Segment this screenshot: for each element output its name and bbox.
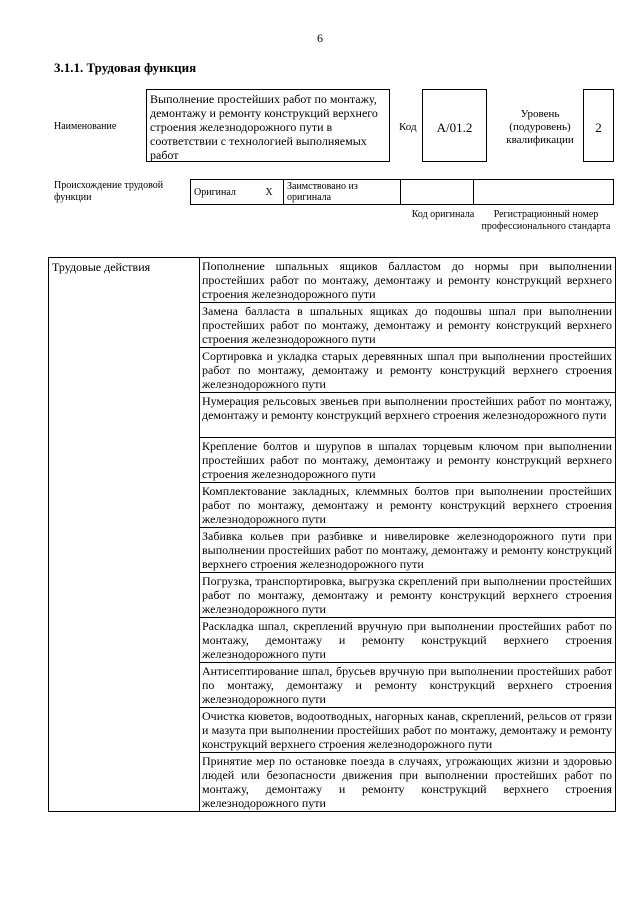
code-label: Код bbox=[399, 121, 417, 133]
borrowed-label: Заимствовано из оригинала bbox=[284, 180, 401, 205]
action-item: Погрузка, транспортировка, выгрузка скреплений при выполнении простейших работ по монтажу, демонтажу и ремонту конструкций верхнего строения железнодорожного пути bbox=[200, 573, 616, 618]
origin-table bbox=[190, 179, 614, 205]
reg-number-label: Регистрационный номер профессионального стандарта bbox=[481, 209, 611, 232]
code-original-label: Код оригинала bbox=[411, 209, 475, 220]
code-original-cell bbox=[401, 180, 474, 205]
function-name-box: Выполнение простейших работ по монтажу, демонтажу и ремонту конструкций верхнего строения железнодорожного пути в соответствии с технологией выполняемых работ bbox=[146, 89, 390, 162]
action-item: Замена балласта в шпальных ящиках до подошвы шпал при выполнении простейших работ по монтажу, демонтажу и ремонту конструкций верхнего строения железнодорожного пути bbox=[200, 303, 616, 348]
original-label: Оригинал bbox=[191, 180, 256, 205]
qualification-level-label: Уровень (подуровень) квалификации bbox=[506, 108, 574, 146]
action-item: Раскладка шпал, скреплений вручную при выполнении простейших работ по монтажу, демонтажу и ремонту конструкций верхнего строения железнодорожного пути bbox=[200, 618, 616, 663]
section-title: 3.1.1. Трудовая функция bbox=[54, 60, 197, 75]
action-item: Комплектование закладных, клеммных болтов при выполнении простейших работ по монтажу, демонтажу и ремонту конструкций верхнего строения железнодорожного пути bbox=[200, 483, 616, 528]
action-item: Забивка кольев при разбивке и нивелировке железнодорожного пути при выполнении простейших работ по монтажу, демонтажу и ремонту конструкций верхнего строения железнодорожного пути bbox=[200, 528, 616, 573]
action-row bbox=[49, 258, 616, 303]
name-label: Наименование bbox=[54, 121, 117, 132]
labor-actions-table bbox=[48, 257, 616, 812]
action-item: Крепление болтов и шурупов в шпалах торцевым ключом при выполнении простейших работ по монтажу, демонтажу и ремонту конструкций верхнего строения железнодорожного пути bbox=[200, 438, 616, 483]
origin-label: Происхождение трудовой функции bbox=[54, 180, 164, 203]
action-item: Пополнение шпальных ящиков балластом до нормы при выполнении простейших работ по монтажу, демонтажу и ремонту конструкций верхнего строения железнодорожного пути bbox=[200, 258, 616, 303]
function-code-box: A/01.2 bbox=[422, 89, 487, 162]
action-item: Антисептирование шпал, брусьев вручную при выполнении простейших работ по монтажу, демонтажу и ремонту конструкций верхнего строения железнодорожного пути bbox=[200, 663, 616, 708]
reg-number-cell bbox=[474, 180, 614, 205]
action-item: Нумерация рельсовых звеньев при выполнении простейших работ по монтажу, демонтажу и ремонту конструкций верхнего строения железнодорожного пути bbox=[200, 393, 616, 438]
action-item: Очистка кюветов, водоотводных, нагорных канав, скреплений, рельсов от грязи и мазута при выполнении простейших работ по монтажу, демонтажу и ремонту конструкций верхнего строения железнодорожного пути bbox=[200, 708, 616, 753]
page-number: 6 bbox=[317, 31, 323, 45]
action-item: Сортировка и укладка старых деревянных шпал при выполнении простейших работ по монтажу, демонтажу и ремонту конструкций верхнего строения железнодорожного пути bbox=[200, 348, 616, 393]
original-mark: X bbox=[255, 180, 284, 205]
action-item: Принятие мер по остановке поезда в случаях, угрожающих жизни и здоровью людей или безопасности движения при выполнении простейших работ по монтажу, демонтажу и ремонту конструкций верхнего строения железнодорожного пути bbox=[200, 753, 616, 812]
qualification-level-box: 2 bbox=[583, 89, 614, 162]
actions-heading: Трудовые действия bbox=[49, 258, 200, 812]
